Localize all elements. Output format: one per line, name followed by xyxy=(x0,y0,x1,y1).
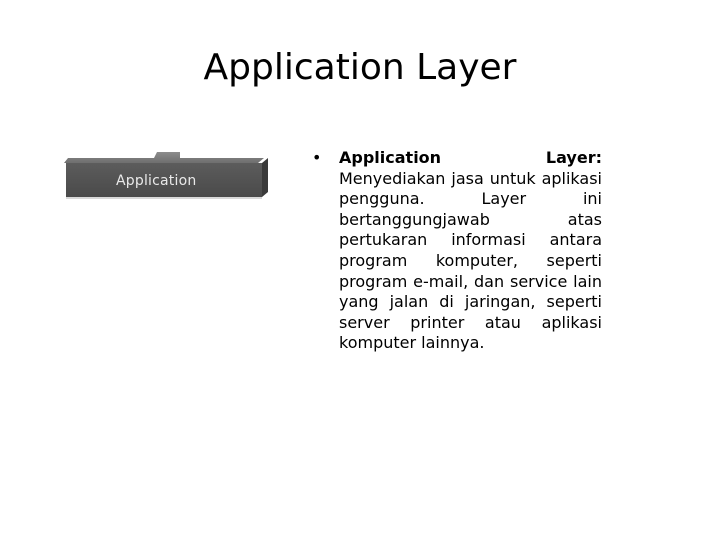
bullet-item xyxy=(306,148,602,354)
bullet-term: Application Layer: xyxy=(339,148,602,167)
content-area xyxy=(306,148,602,354)
bullet-description: Menyediakan jasa untuk aplikasi pengguna. Layer ini bertanggungjawab atas pertukaran informasi antara program komputer, seperti program e-mail, dan service lain yang jalan di jaringan, seperti server printer atau aplikasi komputer lainnya. xyxy=(339,168,602,353)
application-layer-block xyxy=(62,150,274,202)
layer-block-label: Application xyxy=(116,173,197,189)
slide-title: Application Layer xyxy=(203,47,517,88)
bullet-icon: • xyxy=(312,148,322,167)
